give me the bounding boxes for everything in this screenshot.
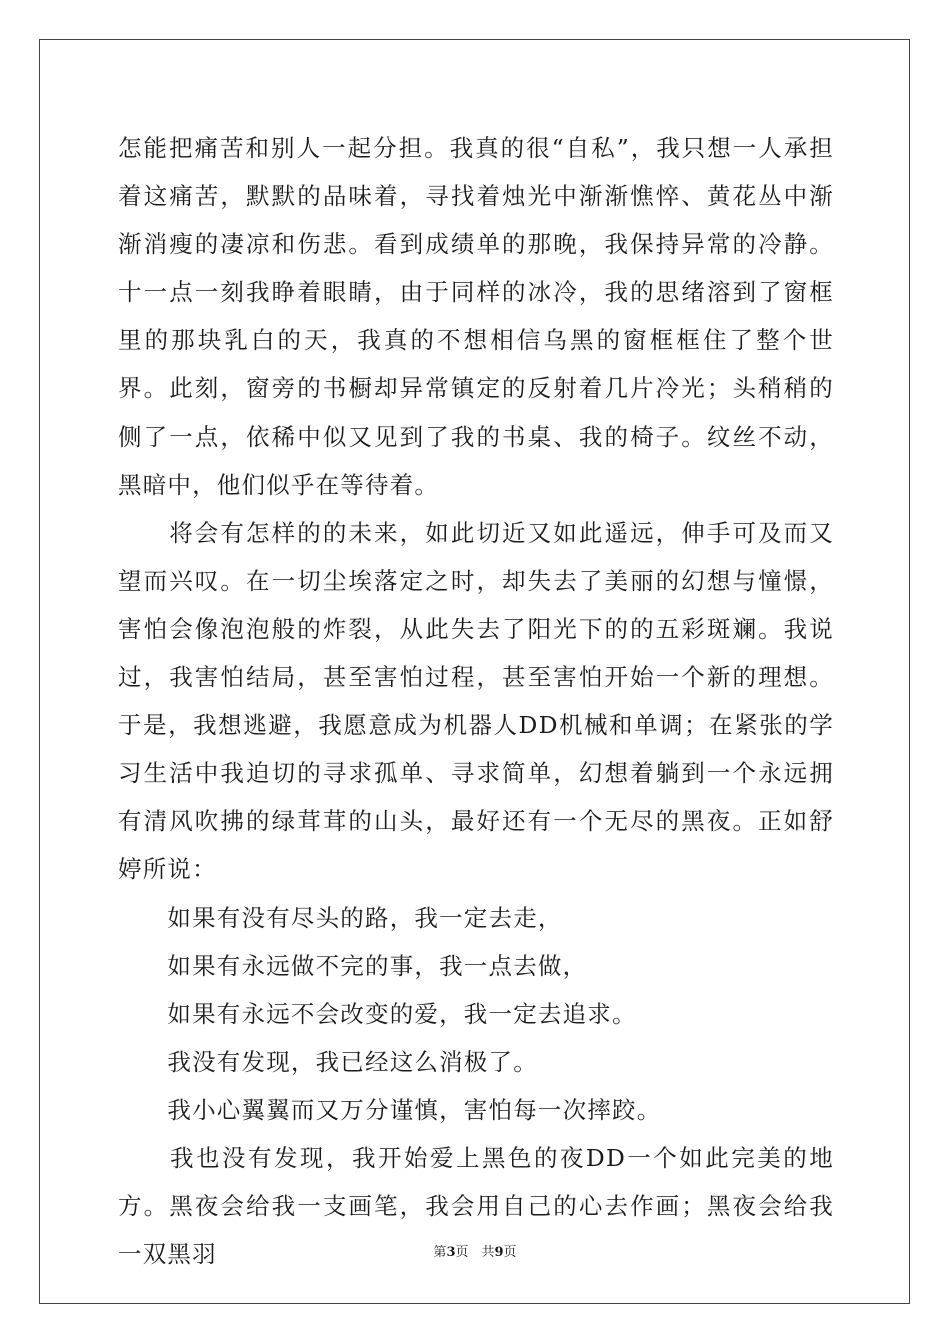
paragraph: 我没有发现，我已经这么消极了。 [118, 1047, 538, 1076]
footer-prefix: 第 [433, 1245, 447, 1260]
poem-line: 如果有永远不会改变的爱，我一定去追求。 [118, 999, 637, 1028]
footer-suffix: 页 [503, 1245, 517, 1260]
footer-page-number: 3 [446, 1245, 456, 1260]
page-footer [0, 1241, 950, 1260]
document-body [118, 124, 834, 1278]
paragraph: 怎能把痛苦和别人一起分担。我真的很“自私”，我只想一人承担着这痛苦，默默的品味着，寻找着烛光中渐渐憔悴、黄花丛中渐渐消瘦的凄凉和伤悲。看到成绩单的那晚，我保持异常的冷静。十一点一刻我睁着眼睛，由于同样的冰冷，我的思绪溶到了窗框里的那块乳白的天，我真的不想相信乌黑的窗框框住了整个世界。此刻，窗旁的书橱却异常镇定的反射着几片冷光；头稍稍的侧了一点，依稀中似又见到了我的书桌、我的椅子。纹丝不动，黑暗中，他们似乎在等待着。 [118, 134, 834, 499]
footer-total-pages: 9 [494, 1245, 504, 1260]
paragraph: 我也没有发现，我开始爱上黑色的夜DD一个如此完美的地方。黑夜会给我一支画笔，我会用自己的心去作画；黑夜会给我一双黑羽 [118, 1143, 834, 1269]
poem-line: 如果有没有尽头的路，我一定去走， [118, 903, 563, 932]
footer-middle: 页 共 [455, 1245, 495, 1260]
poem-line: 如果有永远做不完的事，我一点去做， [118, 951, 588, 980]
paragraph: 我小心翼翼而又万分谨慎，害怕每一次摔跤。 [118, 1095, 662, 1124]
paragraph: 将会有怎样的的未来，如此切近又如此遥远，伸手可及而又望而兴叹。在一切尘埃落定之时，却失去了美丽的幻想与憧憬，害怕会像泡泡般的炸裂，从此失去了阳光下的的五彩斑斓。我说过，我害怕结局，甚至害怕过程，甚至害怕开始一个新的理想。于是，我想逃避，我愿意成为机器人DD机械和单调；在紧张的学习生活中我迫切的寻求孤单、寻求简单，幻想着躺到一个永远拥有清风吹拂的绿茸茸的山头，最好还有一个无尽的黑夜。正如舒婷所说： [118, 518, 834, 884]
